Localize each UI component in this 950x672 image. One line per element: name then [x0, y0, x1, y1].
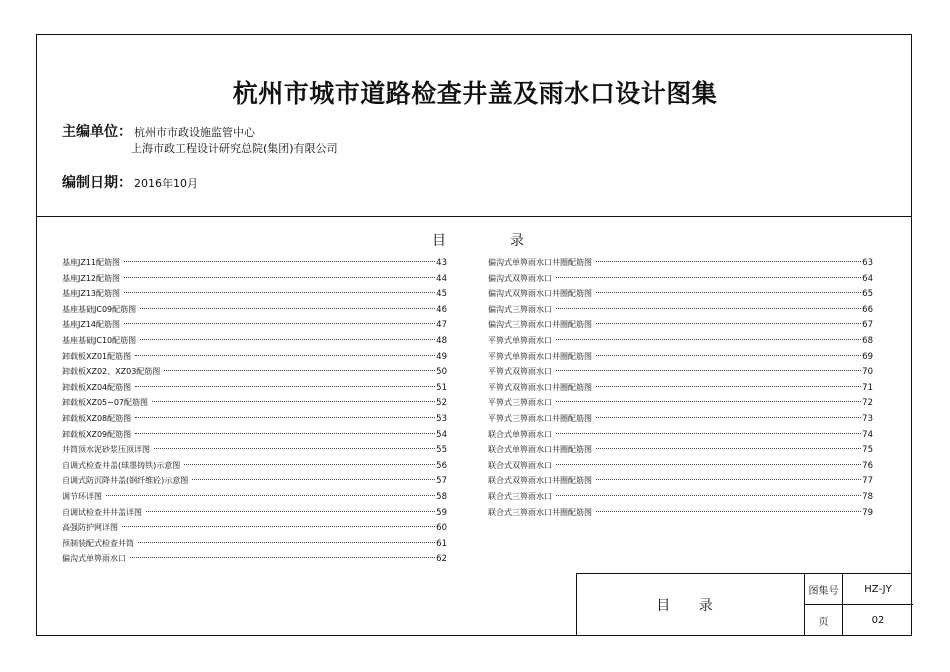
toc-leader-dots — [556, 339, 861, 340]
toc-entry-title: 联合式三箅雨水口 — [488, 491, 552, 501]
toc-entry — [488, 333, 873, 349]
toc-entry-page: 51 — [436, 382, 447, 393]
toc-leader-dots — [596, 386, 861, 387]
toc-entry-title: 基座JZ12配筋图 — [62, 273, 121, 283]
toc-entry-page: 70 — [862, 367, 873, 378]
editor-line-2: 上海市政工程设计研究总院(集团)有限公司 — [131, 142, 338, 155]
page-number: 02 — [871, 615, 885, 626]
toc-entry — [488, 380, 873, 396]
toc-entry-title: 平箅式三箅雨水口 — [488, 398, 552, 408]
toc-entry — [62, 489, 447, 505]
toc-entry-title: 联合式单箅雨水口井圈配筋图 — [488, 445, 592, 455]
toc-entry — [62, 473, 447, 489]
toc-entry — [488, 395, 873, 411]
toc-entry-page: 48 — [436, 335, 447, 346]
toc-column-right — [488, 255, 873, 520]
toc-entry-page: 60 — [436, 523, 447, 534]
toc-entry-title: 偏沟式三箅雨水口 — [488, 304, 552, 314]
toc-entry-page: 78 — [862, 491, 873, 502]
toc-entry-title: 自调式检查井盖(球墨铸铁)示意图 — [62, 460, 181, 470]
toc-entry-page: 72 — [862, 398, 873, 409]
toc-entry-title: 平箅式双箅雨水口 — [488, 367, 552, 377]
toc-leader-dots — [140, 308, 435, 309]
toc-entry — [488, 473, 873, 489]
toc-entry-page: 77 — [862, 476, 873, 487]
toc-entry-title: 卸载板XZ08配筋图 — [62, 413, 132, 423]
toc-leader-dots — [184, 464, 435, 465]
toc-entry — [62, 349, 447, 365]
toc-entry-page: 54 — [436, 429, 447, 440]
toc-leader-dots — [192, 479, 435, 480]
toc-leader-dots — [154, 448, 435, 449]
toc-leader-dots — [135, 433, 435, 434]
toc-entry — [488, 364, 873, 380]
toc-entry-title: 卸载板XZ09配筋图 — [62, 429, 132, 439]
toc-entry-page: 52 — [436, 398, 447, 409]
toc-entry-title: 平箅式单箅雨水口 — [488, 335, 552, 345]
editor-line-1: 杭州市市政设施监管中心 — [134, 126, 255, 139]
title-block-name: 目 录 — [577, 574, 805, 636]
toc-entry-page: 56 — [436, 460, 447, 471]
toc-entry — [488, 349, 873, 365]
toc-entry — [62, 520, 447, 536]
toc-entry-page: 79 — [862, 507, 873, 518]
editor-unit — [62, 121, 255, 141]
toc-entry-title: 基座基础JC10配筋图 — [62, 335, 137, 345]
toc-entry-title: 偏沟式单箅雨水口 — [62, 554, 126, 564]
toc-entry-page: 65 — [862, 289, 873, 300]
toc-leader-dots — [596, 511, 861, 512]
toc-leader-dots — [556, 464, 861, 465]
toc-entry-title: 卸载板XZ05~07配筋图 — [62, 398, 149, 408]
toc-leader-dots — [596, 448, 861, 449]
toc-entry-page: 63 — [862, 258, 873, 268]
toc-entry-title: 平箅式双箅雨水口井圈配筋图 — [488, 382, 592, 392]
toc-leader-dots — [556, 401, 861, 402]
toc-leader-dots — [596, 417, 861, 418]
toc-entry-page: 61 — [436, 538, 447, 549]
toc-entry-page: 74 — [862, 429, 873, 440]
toc-leader-dots — [135, 417, 435, 418]
toc-entry-title: 联合式双箅雨水口井圈配筋图 — [488, 476, 592, 486]
toc-entry-page: 59 — [436, 507, 447, 518]
toc-entry-title: 自调式防沉降井盖(钢纤维砼)示意图 — [62, 476, 189, 486]
toc-entry — [62, 364, 447, 380]
toc-leader-dots — [556, 495, 861, 496]
toc-leader-dots — [124, 277, 435, 278]
toc-entry-title: 平箅式单箅雨水口井圈配筋图 — [488, 351, 592, 361]
toc-entry-page: 58 — [436, 491, 447, 502]
toc-leader-dots — [140, 339, 435, 340]
toc-entry-page: 45 — [436, 289, 447, 300]
toc-column-left — [62, 255, 447, 567]
toc-leader-dots — [135, 355, 435, 356]
toc-entry — [62, 380, 447, 396]
toc-leader-dots — [122, 526, 435, 527]
editor-label: 主编单位： — [62, 124, 132, 140]
toc-entry — [62, 411, 447, 427]
date-value: 2016年10月 — [134, 177, 198, 190]
toc-entry-title: 高强防护网详图 — [62, 523, 118, 533]
toc-entry-title: 卸载板XZ01配筋图 — [62, 351, 132, 361]
toc-leader-dots — [556, 433, 861, 434]
toc-entry-title: 基座基础JC09配筋图 — [62, 304, 137, 314]
toc-entry-title: 偏沟式三箅雨水口井圈配筋图 — [488, 320, 592, 330]
toc-entry — [62, 442, 447, 458]
toc-entry — [488, 427, 873, 443]
toc-entry-page: 64 — [862, 273, 873, 284]
toc-leader-dots — [124, 323, 435, 324]
atlas-number-label: 图集号 — [805, 574, 843, 605]
toc-entry-title: 偏沟式双箅雨水口 — [488, 273, 552, 283]
toc-entry — [62, 271, 447, 287]
toc-entry-page: 46 — [436, 304, 447, 315]
toc-entry-title: 联合式单箅雨水口 — [488, 429, 552, 439]
title-block — [576, 573, 912, 636]
toc-leader-dots — [152, 401, 435, 402]
toc-entry-page: 68 — [862, 335, 873, 346]
toc-entry-title: 基座JZ11配筋图 — [62, 258, 121, 267]
toc-entry — [62, 302, 447, 318]
toc-leader-dots — [164, 370, 435, 371]
toc-entry-page: 67 — [862, 320, 873, 331]
toc-entry-title: 卸载板XZ02、XZ03配筋图 — [62, 367, 161, 377]
toc-entry-title: 联合式三箅雨水口井圈配筋图 — [488, 507, 592, 517]
toc-entry-title: 基座JZ13配筋图 — [62, 289, 121, 299]
toc-leader-dots — [596, 292, 861, 293]
toc-entry-page: 47 — [436, 320, 447, 331]
toc-entry-page: 76 — [862, 460, 873, 471]
toc-entry — [488, 489, 873, 505]
toc-entry-page: 43 — [436, 258, 447, 268]
toc-entry — [62, 255, 447, 271]
toc-heading-right: 录 — [510, 233, 524, 249]
toc-entry — [62, 458, 447, 474]
toc-entry-page: 69 — [862, 351, 873, 362]
toc-entry-page: 57 — [436, 476, 447, 487]
atlas-number-value: HZ-JY — [843, 574, 913, 605]
toc-entry-title: 平箅式三箅雨水口井圈配筋图 — [488, 413, 592, 423]
toc-entry — [488, 255, 873, 271]
toc-entry-page: 75 — [862, 445, 873, 456]
toc-entry — [62, 317, 447, 333]
toc-entry-page: 49 — [436, 351, 447, 362]
header-divider — [36, 216, 912, 217]
toc-entry-title: 自调试检查井井盖详图 — [62, 507, 142, 517]
compile-date — [62, 172, 198, 192]
toc-entry-title: 卸载板XZ04配筋图 — [62, 382, 132, 392]
toc-entry — [62, 333, 447, 349]
toc-heading-left: 目 — [432, 233, 446, 249]
toc-entry-page: 53 — [436, 413, 447, 424]
toc-entry — [62, 427, 447, 443]
toc-entry — [62, 551, 447, 567]
toc-entry — [488, 442, 873, 458]
toc-entry-title: 联合式双箅雨水口 — [488, 460, 552, 470]
toc-leader-dots — [124, 261, 435, 262]
toc-leader-dots — [130, 557, 435, 558]
toc-leader-dots — [596, 355, 861, 356]
toc-leader-dots — [124, 292, 435, 293]
toc-leader-dots — [106, 495, 435, 496]
toc-entry-page: 55 — [436, 445, 447, 456]
toc-leader-dots — [556, 277, 861, 278]
toc-entry — [62, 286, 447, 302]
toc-leader-dots — [146, 511, 435, 512]
toc-entry — [488, 458, 873, 474]
toc-leader-dots — [135, 386, 435, 387]
page-label: 页 — [805, 605, 843, 636]
toc-entry-title: 偏沟式双箅雨水口井圈配筋图 — [488, 289, 592, 299]
toc-entry — [488, 317, 873, 333]
toc-entry — [488, 411, 873, 427]
toc-entry — [488, 286, 873, 302]
toc-leader-dots — [556, 308, 861, 309]
toc-entry — [62, 536, 447, 552]
toc-leader-dots — [138, 542, 435, 543]
toc-entry-page: 66 — [862, 304, 873, 315]
toc-entry — [488, 505, 873, 521]
toc-leader-dots — [596, 261, 861, 262]
document-title: 杭州市城市道路检查井盖及雨水口设计图集 — [232, 79, 718, 108]
toc-entry-title: 井筒顶水泥砂浆压顶详图 — [62, 445, 150, 455]
toc-entry — [62, 505, 447, 521]
toc-entry — [62, 395, 447, 411]
toc-leader-dots — [596, 323, 861, 324]
date-label: 编制日期： — [62, 175, 132, 191]
toc-entry-title: 偏沟式单箅雨水口井圈配筋图 — [488, 258, 592, 267]
toc-entry-page: 62 — [436, 554, 447, 565]
toc-entry — [488, 271, 873, 287]
toc-leader-dots — [556, 370, 861, 371]
toc-entry — [488, 302, 873, 318]
toc-entry-title: 预制装配式检查井筒 — [62, 538, 134, 548]
toc-entry-title: 调节环详图 — [62, 491, 102, 501]
toc-entry-page: 71 — [862, 382, 873, 393]
toc-entry-title: 基座JZ14配筋图 — [62, 320, 121, 330]
toc-leader-dots — [596, 479, 861, 480]
toc-entry-page: 50 — [436, 367, 447, 378]
toc-entry-page: 73 — [862, 413, 873, 424]
toc-entry-page: 44 — [436, 273, 447, 284]
